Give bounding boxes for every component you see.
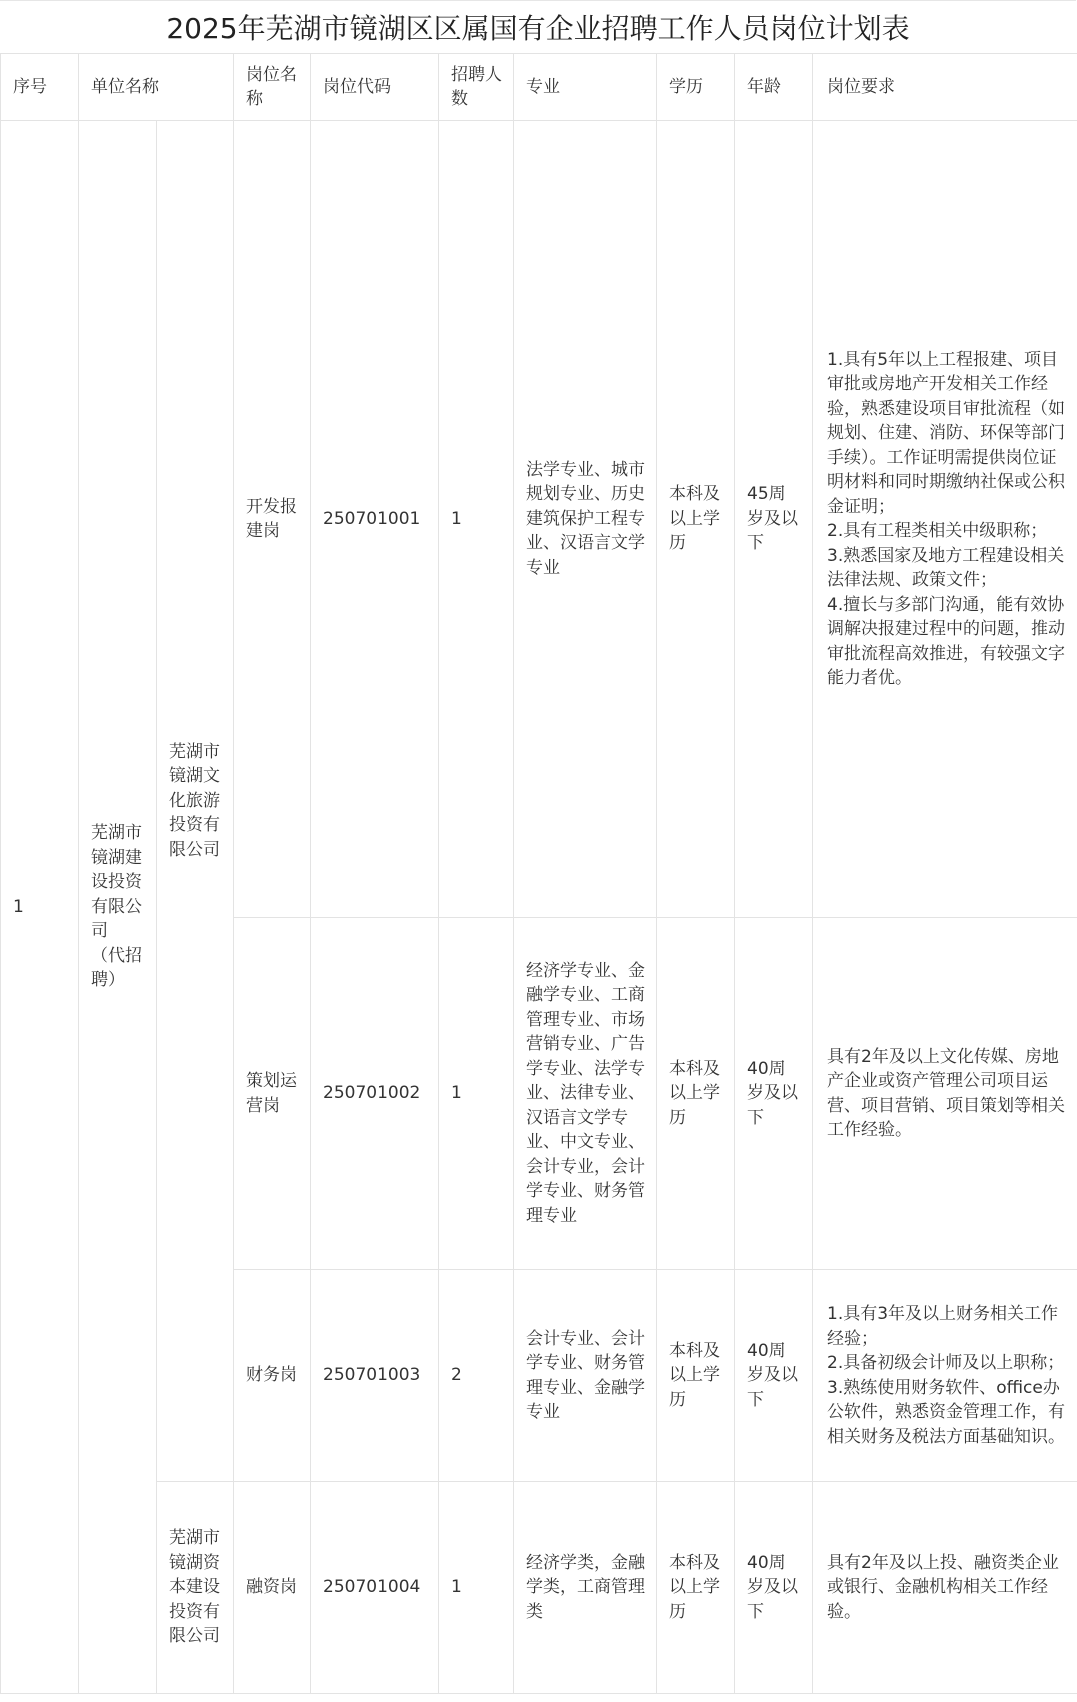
position-code-cell: 250701003 xyxy=(311,1270,439,1482)
header-count: 招聘人数 xyxy=(439,54,514,121)
seq-cell: 1 xyxy=(1,121,79,1694)
education-cell: 本科及以上学历 xyxy=(657,1482,735,1694)
position-code-cell: 250701001 xyxy=(311,121,439,918)
major-cell: 经济学专业、金融学专业、工商管理专业、市场营销专业、广告学专业、法学专业、法律专业、汉语言文学专业、中文专业、会计专业，会计学专业、财务管理专业 xyxy=(514,918,657,1270)
requirement-line: 具有2年及以上投、融资类企业或银行、金融机构相关工作经验。 xyxy=(827,1552,1059,1622)
requirement-line: 2.具备初级会计师及以上职称； xyxy=(827,1353,1065,1373)
major-cell: 法学专业、城市规划专业、历史建筑保护工程专业、汉语言文学专业 xyxy=(514,121,657,918)
table-row xyxy=(1,121,1077,918)
major-cell: 经济学类，金融学类，工商管理类 xyxy=(514,1482,657,1694)
count-cell: 1 xyxy=(439,918,514,1270)
position-plan-table xyxy=(0,53,1077,1694)
table-row xyxy=(1,1482,1077,1694)
header-major: 专业 xyxy=(514,54,657,121)
page-title: 2025年芜湖市镜湖区区属国有企业招聘工作人员岗位计划表 xyxy=(0,0,1076,54)
position-name-cell: 开发报建岗 xyxy=(234,121,311,918)
position-name-cell: 融资岗 xyxy=(234,1482,311,1694)
requirement-line: 3.熟悉国家及地方工程建设相关法律法规、政策文件； xyxy=(827,545,1065,590)
age-cell: 45周岁及以下 xyxy=(735,121,813,918)
requirement-line: 具有2年及以上文化传媒、房地产企业或资产管理公司项目运营、项目营销、项目策划等相关工作经验。 xyxy=(827,1046,1065,1140)
header-age: 年龄 xyxy=(735,54,813,121)
header-requirements: 岗位要求 xyxy=(813,54,1077,121)
education-cell: 本科及以上学历 xyxy=(657,1270,735,1482)
requirements-cell xyxy=(813,1270,1077,1482)
requirements-cell xyxy=(813,1482,1077,1694)
major-cell: 会计专业、会计学专业、财务管理专业、金融学专业 xyxy=(514,1270,657,1482)
header-position-name: 岗位名称 xyxy=(234,54,311,121)
header-position-code: 岗位代码 xyxy=(311,54,439,121)
age-cell: 40周岁及以下 xyxy=(735,1270,813,1482)
header-education: 学历 xyxy=(657,54,735,121)
subunit-cell: 芜湖市镜湖文化旅游投资有限公司 xyxy=(157,121,234,1482)
requirement-line: 1.具有3年及以上财务相关工作经验； xyxy=(827,1304,1059,1349)
requirements-cell xyxy=(813,121,1077,918)
education-cell: 本科及以上学历 xyxy=(657,918,735,1270)
count-cell: 2 xyxy=(439,1270,514,1482)
requirement-line: 3.熟练使用财务软件、office办公软件，熟悉资金管理工作，有相关财务及税法方面基础知识。 xyxy=(827,1377,1065,1447)
age-cell: 40周岁及以下 xyxy=(735,1482,813,1694)
requirement-line: 4.擅长与多部门沟通，能有效协调解决报建过程中的问题，推动审批流程高效推进，有较强文字能力者优。 xyxy=(827,594,1065,688)
requirement-line: 2.具有工程类相关中级职称； xyxy=(827,521,1048,541)
requirements-cell xyxy=(813,918,1077,1270)
position-code-cell: 250701002 xyxy=(311,918,439,1270)
position-name-cell: 财务岗 xyxy=(234,1270,311,1482)
age-cell: 40周岁及以下 xyxy=(735,918,813,1270)
header-seq: 序号 xyxy=(1,54,79,121)
requirement-line: 1.具有5年以上工程报建、项目审批或房地产开发相关工作经验，熟悉建设项目审批流程（如规划、住建、消防、环保等部门手续）。工作证明需提供岗位证明材料和同时期缴纳社保或公积金证明； xyxy=(827,349,1065,517)
position-code-cell: 250701004 xyxy=(311,1482,439,1694)
header-unit: 单位名称 xyxy=(79,54,234,121)
parent-unit-cell: 芜湖市镜湖建设投资有限公司 （代招聘） xyxy=(79,121,157,1694)
count-cell: 1 xyxy=(439,1482,514,1694)
position-name-cell: 策划运营岗 xyxy=(234,918,311,1270)
table-header-row xyxy=(1,54,1077,121)
subunit-cell: 芜湖市镜湖资本建设投资有限公司 xyxy=(157,1482,234,1694)
education-cell: 本科及以上学历 xyxy=(657,121,735,918)
count-cell: 1 xyxy=(439,121,514,918)
